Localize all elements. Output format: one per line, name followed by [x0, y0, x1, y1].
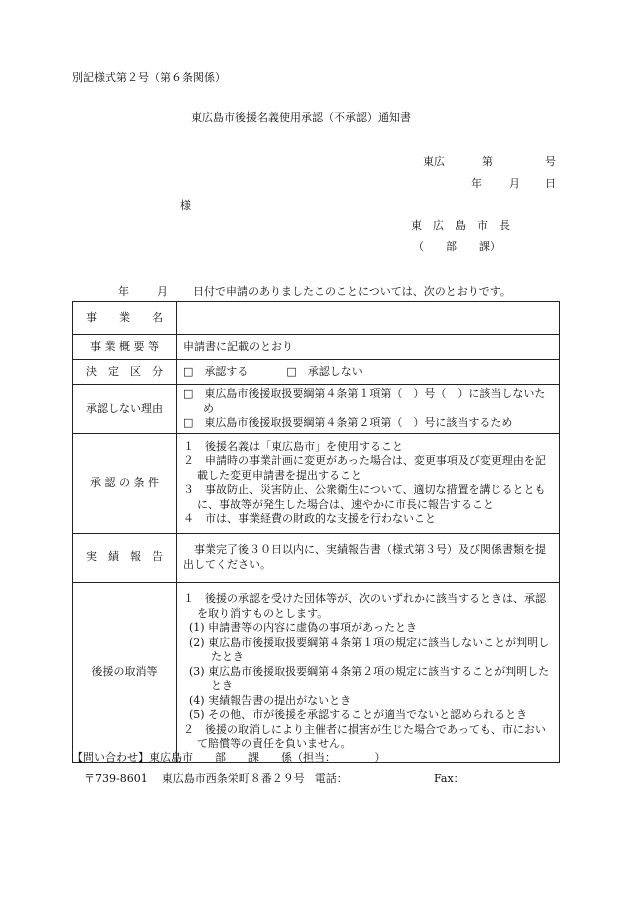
- fax-label: Fax：: [434, 772, 465, 785]
- cancel-item-1: １ 後援の承認を受けた団体等が、次のいずれかに該当するときは、承認を取り消すものとします。: [183, 592, 546, 620]
- table-row-kubun: [73, 360, 560, 385]
- value-fushonin: [177, 385, 560, 434]
- address-line: [84, 772, 348, 786]
- date-year: 年: [471, 177, 482, 190]
- reason-line-2: □ 東広島市後援取扱要綱第４条第２項第（ ）号に該当するため: [183, 416, 513, 429]
- addressee-honorific: 様: [180, 199, 191, 212]
- table-row-joken: [73, 433, 560, 533]
- label-torikeshi: 後援の取消等: [73, 582, 177, 762]
- value-gaiyo: 申請書に記載のとおり: [177, 335, 560, 360]
- contact-line: [72, 751, 386, 765]
- tel-label: 電話：: [314, 772, 348, 785]
- intro-year: 年: [118, 285, 129, 298]
- address: 東広島市西条栄町８番２９号: [161, 772, 305, 785]
- date-day: 日: [545, 177, 556, 190]
- table-row-gaiyo: [73, 335, 560, 360]
- label-jigyo-name: 事 業 名: [73, 302, 177, 335]
- issuer-department: （ 部 課）: [413, 240, 501, 253]
- condition-item: ４ 市は、事業経費の財政的な支援を行わないこと: [183, 512, 436, 525]
- condition-item: ２ 申請時の事業計画に変更があった場合は、変更事項及び変更理由を記載した変更申請書を提出すること: [183, 454, 546, 482]
- option-not-approve: □ 承認しない: [286, 364, 363, 378]
- label-joken: 承 認 の 条 件: [73, 433, 177, 533]
- cancel-item-2: ２ 後援の取消しにより主催者に損害が生じた場合であっても、市において賠償等の責任を負いません。: [183, 722, 546, 751]
- cancel-sub-item: (3) 東広島市後援取扱要綱第４条第２項の規定に該当することが判明したとき: [189, 664, 550, 693]
- value-jigyo-name: [177, 302, 560, 335]
- table-row-jigyo-name: [73, 302, 560, 335]
- label-kubun: 決 定 区 分: [73, 360, 177, 385]
- condition-item: １ 後援名義は「東広島市」を使用すること: [183, 439, 403, 453]
- label-fushonin: 承認しない理由: [73, 385, 177, 434]
- value-kubun: [177, 360, 560, 385]
- form-number: 別記様式第２号（第６条関係）: [72, 71, 226, 84]
- label-jisseki: 実 績 報 告: [73, 533, 177, 582]
- option-approve: □ 承認する: [183, 364, 249, 378]
- cancel-sub-item: (1) 申請書等の内容に虚偽の事項があったとき: [189, 621, 417, 635]
- table-row-jisseki: [73, 533, 560, 582]
- condition-item: ３ 事故防止、災害防止、公衆衛生について、適切な措置を講じるとともに、事故等が発生した場合は、速やかに市長に報告すること: [183, 483, 546, 511]
- value-torikeshi: [177, 582, 560, 762]
- contact-text: 東広島市 部 課 係（担当： ）: [149, 751, 386, 764]
- cancel-sub-item: (2) 東広島市後援取扱要綱第４条第１項の規定に該当しないことが判明したとき: [189, 635, 550, 664]
- document-title: 東広島市後援名義使用承認（不承認）通知書: [191, 111, 411, 124]
- cancel-sub-item: (5) その他、市が後援を承認することが適当でないと認められるとき: [189, 708, 528, 722]
- issuer-name: 東 広 島 市 長: [411, 219, 510, 232]
- table-row-torikeshi: [73, 582, 560, 762]
- cancel-sub-item: (4) 実績報告書の提出がないとき: [189, 693, 352, 707]
- intro-month: 月: [157, 285, 168, 298]
- value-joken: [177, 433, 560, 533]
- table-row-fushonin: [73, 385, 560, 434]
- doc-number-go: 号: [545, 155, 556, 168]
- contact-label: 【問い合わせ】: [72, 751, 149, 764]
- doc-number-prefix: 東広: [423, 155, 445, 168]
- date-month: 月: [509, 177, 520, 190]
- value-jisseki: 事業完了後３０日以内に、実績報告書（様式第３号）及び関係書類を提出してください。: [177, 533, 560, 582]
- label-gaiyo: 事 業 概 要 等: [73, 335, 177, 360]
- intro-text: 日付で申請のありましたこのことについては、次のとおりです。: [193, 285, 511, 298]
- reason-line-1: □ 東広島市後援取扱要綱第４条第１項第（ ）号（ ）に該当しないため: [183, 387, 546, 415]
- postal-code: 〒739-8601: [84, 772, 148, 785]
- notification-table: [72, 301, 560, 763]
- doc-number-dai: 第: [482, 155, 493, 168]
